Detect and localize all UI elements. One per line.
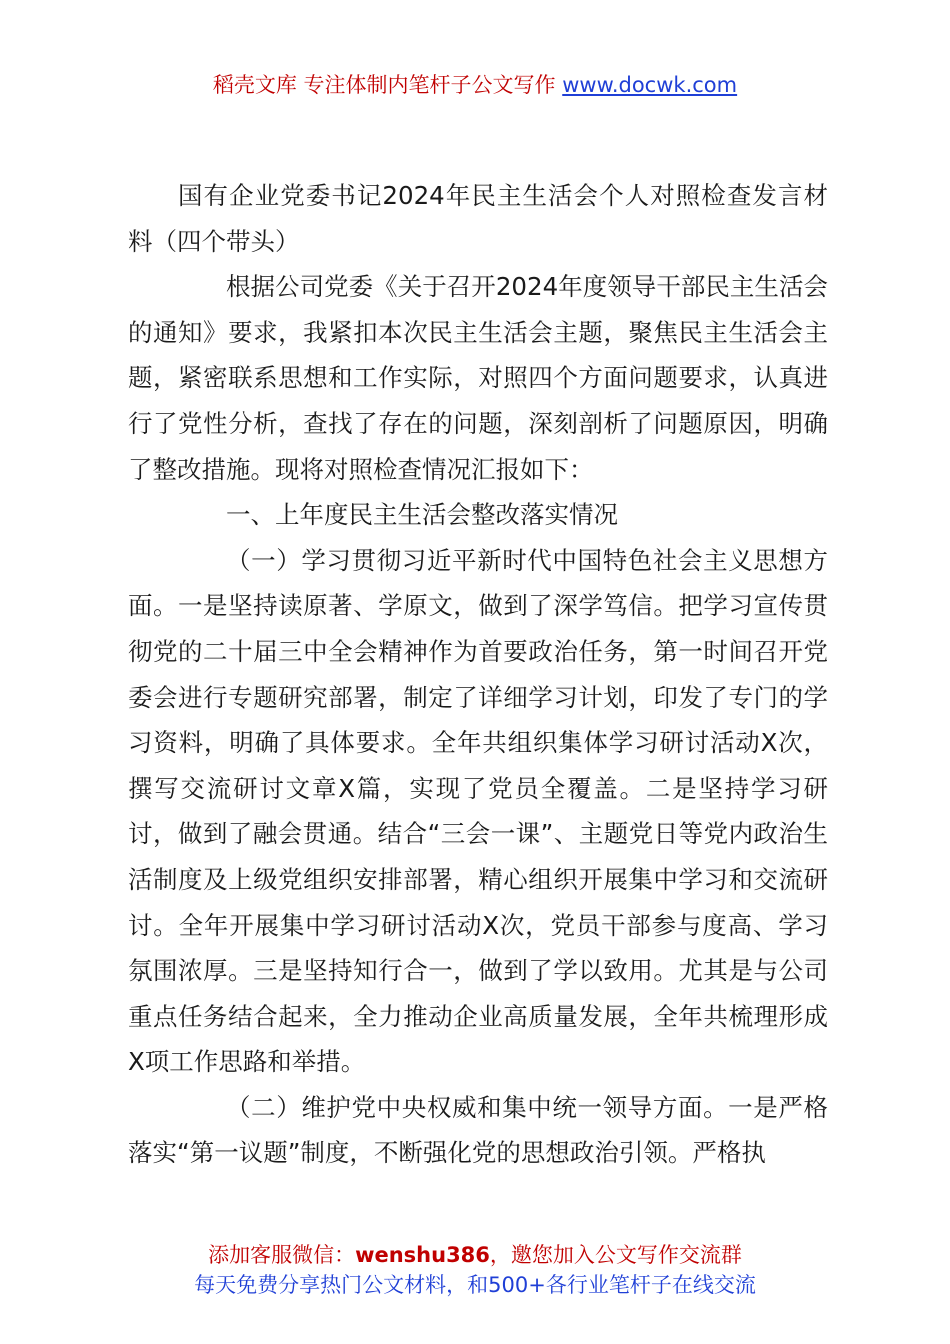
section-heading-1: 一、上年度民主生活会整改落实情况: [226, 500, 618, 530]
header-banner: [0, 70, 950, 100]
wechat-id: wenshu386: [355, 1243, 490, 1267]
footer-suffix: ，邀您加入公文写作交流群: [489, 1243, 742, 1267]
paragraph-authority: （二）维护党中央权威和集中统一领导方面。一是严格落实“第一议题”制度，不断强化党的思想政治引领。严格执: [128, 1092, 828, 1168]
paragraph-study: （一）学习贯彻习近平新时代中国特色社会主义思想方面。一是坚持读原著、学原文，做到了深学笃信。把学习宣传贯彻党的二十届三中全会精神作为首要政治任务，第一时间召开党委会进行专题研究部署，制定了详细学习计划，印发了专门的学习资料，明确了具体要求。全年共组织集体学习研讨活动X次，撰写交流研讨文章X篇，实现了党员全覆盖。二是坚持学习研讨，做到了融会贯通。结合“三会一课”、主题党日等党内政治生活制度及上级党组织安排部署，精心组织开展集中学习和交流研讨。全年开展集中学习研讨活动X次，党员干部参与度高、学习氛围浓厚。三是坚持知行合一，做到了学以致用。尤其是与公司重点任务结合起来，全力推动企业高质量发展，全年共梳理形成X项工作思路和举措。: [128, 545, 828, 1077]
footer-line-2: 每天免费分享热门公文材料，和500+各行业笔杆子在线交流: [194, 1273, 756, 1297]
footer-line-1: [0, 1240, 950, 1270]
document-body: [128, 173, 828, 1176]
document-title: 国有企业党委书记2024年民主生活会个人对照检查发言材料（四个带头）: [128, 181, 828, 256]
paragraph-intro: 根据公司党委《关于召开2024年度领导干部民主生活会的通知》要求，我紧扣本次民主生活会主题，聚焦民主生活会主题，紧密联系思想和工作实际，对照四个方面问题要求，认真进行了党性分析，查找了存在的问题，深刻剖析了问题原因，明确了整改措施。现将对照检查情况汇报如下：: [128, 272, 828, 484]
footer-prefix: 添加客服微信：: [208, 1243, 356, 1267]
footer-promo: [0, 1240, 950, 1300]
header-brand-text: 稻壳文库 专注体制内笔杆子公文写作: [212, 73, 563, 97]
header-website-link[interactable]: www.docwk.com: [562, 73, 738, 97]
